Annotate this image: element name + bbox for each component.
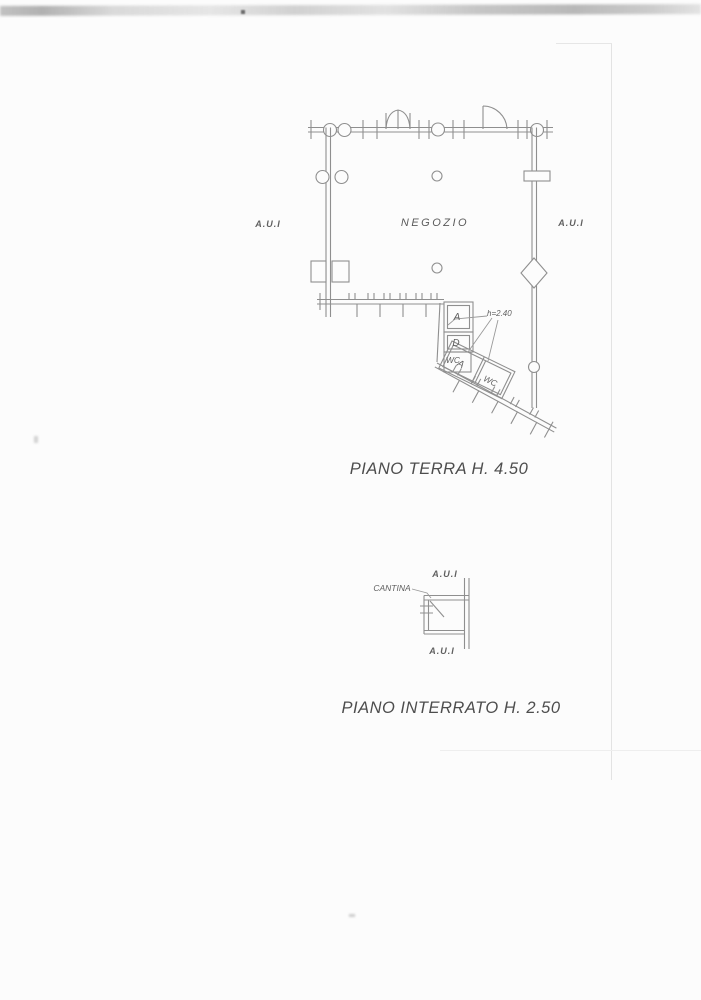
wall-column xyxy=(432,123,445,136)
diagonal-wall-ticks xyxy=(452,365,538,417)
interior-column xyxy=(432,263,442,273)
diagonal-wall-ticks xyxy=(453,373,553,441)
room-a2-label: A xyxy=(455,358,466,372)
bottom-wall xyxy=(317,300,444,305)
negozio-label: NEGOZIO xyxy=(400,217,470,229)
cantina-left-wall xyxy=(424,596,429,635)
left-wall xyxy=(326,128,331,318)
basement-right-wall xyxy=(465,578,470,649)
cantina-door-leaf xyxy=(430,601,444,617)
room-wc-label: WC xyxy=(445,355,461,365)
single-door-swing xyxy=(483,106,507,129)
cantina-bottom-wall xyxy=(424,631,465,635)
wall-column xyxy=(335,171,348,184)
door-diamond-symbol xyxy=(521,258,547,288)
wall-column xyxy=(529,362,540,373)
pilaster xyxy=(332,261,349,282)
aui-left-label: A.U.I xyxy=(255,219,281,229)
wall-column xyxy=(338,124,351,137)
interior-column xyxy=(432,171,442,181)
bottom-wall-ticks xyxy=(320,293,426,317)
ground-floor-plan xyxy=(254,106,584,478)
wall-column xyxy=(316,171,329,184)
double-door-swing xyxy=(386,110,410,129)
diagonal-wall xyxy=(428,357,559,444)
diagonal-wall-lines xyxy=(435,363,557,432)
basement-aui-top-label: A.U.I xyxy=(432,569,458,579)
cantina-leader xyxy=(412,589,431,598)
basement-caption: PIANO INTERRATO H. 2.50 xyxy=(341,699,561,717)
cantina-label: CANTINA xyxy=(373,583,411,593)
pilaster xyxy=(311,261,326,282)
strip-side-line xyxy=(437,303,440,362)
height-note: h=2.40 xyxy=(487,309,512,318)
aui-right-label: A.U.I xyxy=(558,218,584,228)
room-d-label: D xyxy=(452,338,460,349)
pilaster xyxy=(524,171,550,181)
cantina-hinge-ticks xyxy=(420,606,433,613)
basement-plan xyxy=(341,569,560,717)
room-a-label: A xyxy=(453,312,461,323)
room-wc2-label: WC xyxy=(481,373,499,389)
ground-floor-caption: PIANO TERRA H. 4.50 xyxy=(349,460,529,478)
basement-aui-bottom-label: A.U.I xyxy=(429,646,455,656)
